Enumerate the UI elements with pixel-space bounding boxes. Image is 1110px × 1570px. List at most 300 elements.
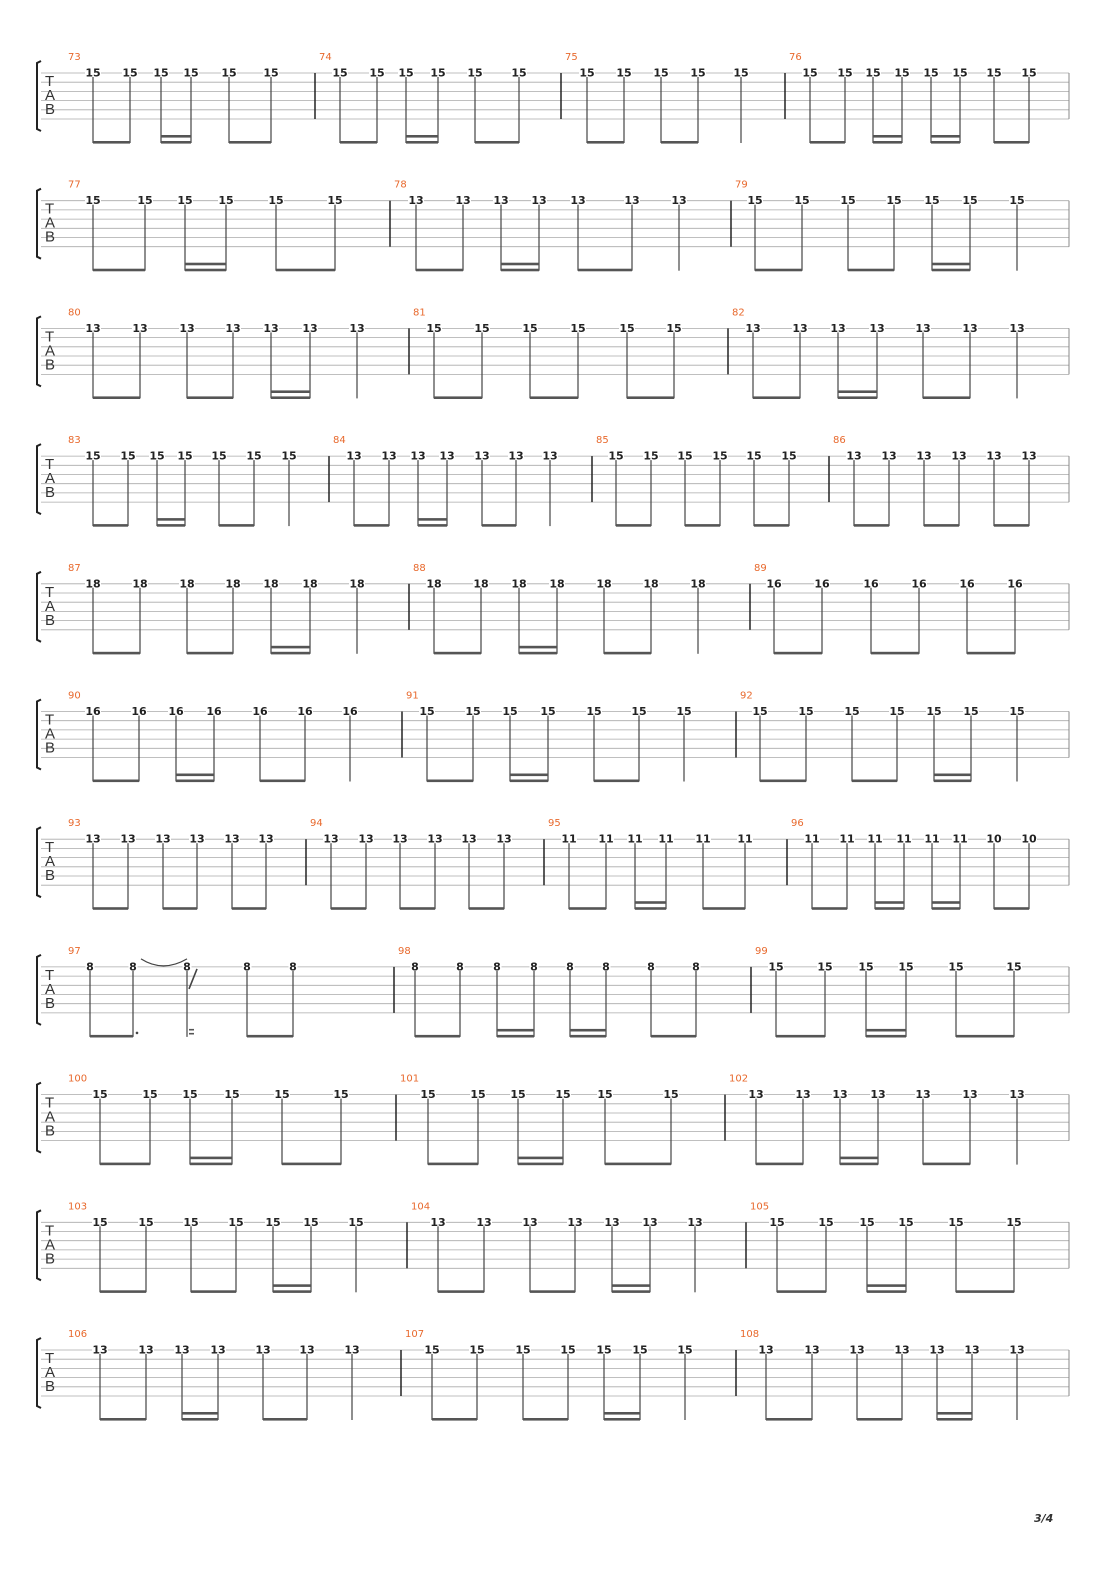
fret-number: 15 bbox=[677, 1343, 693, 1357]
fret-number: 18 bbox=[690, 577, 706, 591]
fret-number: 15 bbox=[211, 449, 227, 463]
beam bbox=[530, 1290, 575, 1293]
measure-number: 89 bbox=[754, 562, 767, 574]
fret-number: 11 bbox=[924, 832, 940, 846]
fret-number: 15 bbox=[274, 1088, 290, 1102]
measure-number: 97 bbox=[68, 945, 81, 957]
beam bbox=[271, 390, 310, 393]
fret-number: 15 bbox=[122, 66, 138, 80]
fret-number: 8 bbox=[289, 960, 297, 974]
beam bbox=[434, 652, 481, 655]
beam bbox=[282, 1163, 341, 1166]
fret-number: 13 bbox=[915, 321, 931, 335]
beam bbox=[418, 518, 447, 521]
beam bbox=[867, 1290, 906, 1293]
fret-number: 13 bbox=[323, 832, 339, 846]
fret-number: 15 bbox=[840, 194, 856, 208]
beam bbox=[501, 269, 539, 272]
beam bbox=[866, 1029, 906, 1032]
fret-number: 15 bbox=[430, 66, 446, 80]
beam bbox=[875, 901, 904, 904]
fret-number: 13 bbox=[344, 1343, 360, 1357]
fret-number: 15 bbox=[92, 1088, 108, 1102]
fret-number: 11 bbox=[598, 832, 614, 846]
fret-number: 8 bbox=[183, 960, 191, 974]
beam bbox=[219, 524, 254, 527]
fret-number: 11 bbox=[896, 832, 912, 846]
beam bbox=[93, 396, 140, 399]
fret-number: 18 bbox=[596, 577, 612, 591]
measure-number: 98 bbox=[398, 945, 411, 957]
fret-number: 13 bbox=[439, 449, 455, 463]
beam bbox=[587, 141, 624, 144]
beam bbox=[469, 907, 504, 910]
fret-number: 15 bbox=[889, 705, 905, 718]
beam bbox=[812, 907, 847, 910]
beam bbox=[190, 1163, 232, 1166]
beam bbox=[774, 652, 822, 655]
tab-clef-letter: B bbox=[45, 1250, 56, 1268]
measure-number: 73 bbox=[68, 52, 81, 63]
fret-number: 15 bbox=[332, 66, 348, 80]
fret-number: 15 bbox=[149, 449, 165, 463]
beam bbox=[766, 1418, 812, 1421]
fret-number: 13 bbox=[870, 1088, 886, 1102]
fret-number: 13 bbox=[1009, 1088, 1025, 1102]
beam bbox=[232, 907, 266, 910]
beam bbox=[956, 1035, 1014, 1038]
dot bbox=[136, 1032, 139, 1035]
beam bbox=[331, 907, 366, 910]
beam bbox=[854, 524, 889, 527]
beam bbox=[756, 1163, 803, 1166]
fret-number: 15 bbox=[948, 960, 964, 974]
fret-number: 13 bbox=[189, 832, 205, 846]
fret-number: 11 bbox=[627, 832, 643, 846]
fret-number: 15 bbox=[515, 1343, 531, 1357]
fret-number: 13 bbox=[474, 449, 490, 463]
fret-number: 13 bbox=[687, 1215, 703, 1229]
tab-clef-letter: A bbox=[45, 87, 56, 104]
fret-number: 15 bbox=[666, 321, 682, 335]
fret-number: 15 bbox=[579, 66, 595, 80]
system-bracket bbox=[37, 444, 41, 514]
beam bbox=[271, 396, 310, 399]
measure-number: 77 bbox=[68, 179, 81, 191]
fret-number: 8 bbox=[493, 960, 501, 974]
beam bbox=[260, 780, 305, 783]
fret-number: 13 bbox=[381, 449, 397, 463]
fret-number: 13 bbox=[624, 194, 640, 208]
tab-clef-letter: B bbox=[45, 101, 56, 118]
fret-number: 15 bbox=[268, 194, 284, 208]
fret-number: 18 bbox=[179, 577, 195, 591]
beam bbox=[967, 652, 1015, 655]
fret-number: 13 bbox=[951, 449, 967, 463]
fret-number: 15 bbox=[92, 1215, 108, 1229]
fret-number: 13 bbox=[642, 1215, 658, 1229]
fret-number: 13 bbox=[567, 1215, 583, 1229]
beam bbox=[271, 646, 310, 649]
fret-number: 13 bbox=[522, 1215, 538, 1229]
fret-number: 15 bbox=[676, 705, 692, 718]
beam bbox=[93, 141, 130, 144]
beam bbox=[873, 141, 902, 144]
beam bbox=[570, 1029, 606, 1032]
system-bracket bbox=[37, 572, 41, 642]
fret-number: 16 bbox=[814, 577, 830, 591]
fret-number: 15 bbox=[1009, 705, 1025, 718]
fret-number: 16 bbox=[911, 577, 927, 591]
fret-number: 15 bbox=[138, 1215, 154, 1229]
tab-clef-letter: T bbox=[45, 73, 55, 90]
beam bbox=[994, 907, 1029, 910]
fret-number: 8 bbox=[129, 960, 137, 974]
fret-number: 13 bbox=[1021, 449, 1037, 463]
tab-clef-letter: T bbox=[45, 1350, 55, 1367]
fret-number: 11 bbox=[839, 832, 855, 846]
tab-clef-letter: A bbox=[45, 853, 56, 871]
rest-beam bbox=[189, 1033, 194, 1035]
fret-number: 13 bbox=[964, 1343, 980, 1357]
fret-number: 8 bbox=[602, 960, 610, 974]
fret-number: 15 bbox=[183, 1215, 199, 1229]
beam bbox=[100, 1290, 146, 1293]
fret-number: 18 bbox=[132, 577, 148, 591]
fret-number: 16 bbox=[168, 705, 184, 718]
beam bbox=[176, 780, 214, 783]
tab-clef-letter: T bbox=[45, 1222, 55, 1240]
fret-number: 13 bbox=[962, 1088, 978, 1102]
fret-number: 15 bbox=[886, 194, 902, 208]
system-bracket bbox=[37, 61, 41, 131]
fret-number: 13 bbox=[869, 321, 885, 335]
beam bbox=[90, 1035, 133, 1038]
beam bbox=[273, 1284, 311, 1287]
fret-number: 15 bbox=[1006, 960, 1022, 974]
measure-number: 100 bbox=[68, 1073, 88, 1085]
fret-number: 8 bbox=[566, 960, 574, 974]
measure-number: 92 bbox=[740, 690, 753, 702]
tab-clef-letter: B bbox=[45, 1378, 56, 1395]
beam bbox=[578, 269, 632, 272]
beam bbox=[161, 141, 191, 144]
fret-number: 18 bbox=[263, 577, 279, 591]
beam bbox=[937, 1418, 972, 1421]
beam bbox=[604, 1418, 640, 1421]
fret-number: 13 bbox=[986, 449, 1002, 463]
measure-number: 91 bbox=[406, 690, 419, 702]
beam bbox=[612, 1290, 650, 1293]
beam bbox=[838, 390, 877, 393]
tab-clef-letter: A bbox=[45, 597, 56, 615]
beam bbox=[247, 1035, 293, 1038]
fret-number: 15 bbox=[747, 194, 763, 208]
fret-number: 15 bbox=[1009, 194, 1025, 208]
fret-number: 15 bbox=[926, 705, 942, 718]
fret-number: 11 bbox=[695, 832, 711, 846]
fret-number: 15 bbox=[608, 449, 624, 463]
fret-number: 15 bbox=[837, 66, 853, 80]
tab-clef-letter: A bbox=[45, 980, 56, 998]
beam bbox=[931, 135, 960, 138]
fret-number: 15 bbox=[586, 705, 602, 718]
fret-number: 15 bbox=[712, 449, 728, 463]
fret-number: 13 bbox=[224, 832, 240, 846]
fret-number: 11 bbox=[867, 832, 883, 846]
fret-number: 15 bbox=[218, 194, 234, 208]
fret-number: 15 bbox=[768, 960, 784, 974]
tab-clef-letter: B bbox=[45, 867, 56, 885]
beam bbox=[185, 269, 226, 272]
fret-number: 13 bbox=[792, 321, 808, 335]
fret-number: 15 bbox=[281, 449, 297, 463]
fret-number: 15 bbox=[794, 194, 810, 208]
fret-number: 13 bbox=[258, 832, 274, 846]
beam bbox=[432, 1418, 477, 1421]
beam bbox=[191, 1290, 236, 1293]
beam bbox=[100, 1163, 150, 1166]
beam bbox=[810, 141, 845, 144]
measure-number: 90 bbox=[68, 690, 81, 702]
beam bbox=[703, 907, 745, 910]
fret-number: 13 bbox=[849, 1343, 865, 1357]
fret-number: 18 bbox=[511, 577, 527, 591]
system-bracket bbox=[37, 827, 41, 897]
fret-number: 13 bbox=[85, 832, 101, 846]
beam bbox=[932, 263, 970, 266]
fret-number: 11 bbox=[658, 832, 674, 846]
fret-number: 16 bbox=[959, 577, 975, 591]
beam bbox=[937, 1412, 972, 1415]
fret-number: 13 bbox=[531, 194, 547, 208]
beam bbox=[661, 141, 698, 144]
fret-number: 15 bbox=[560, 1343, 576, 1357]
measure-number: 76 bbox=[789, 52, 802, 63]
measure-number: 80 bbox=[68, 307, 81, 319]
fret-number: 15 bbox=[948, 1215, 964, 1229]
fret-number: 13 bbox=[299, 1343, 315, 1357]
fret-number: 8 bbox=[411, 960, 419, 974]
measure-number: 93 bbox=[68, 818, 81, 830]
fret-number: 15 bbox=[781, 449, 797, 463]
fret-number: 13 bbox=[1009, 321, 1025, 335]
fret-number: 13 bbox=[604, 1215, 620, 1229]
fret-number: 11 bbox=[952, 832, 968, 846]
beam bbox=[871, 652, 919, 655]
fret-number: 8 bbox=[456, 960, 464, 974]
rest-beam bbox=[189, 1029, 194, 1031]
fret-number: 13 bbox=[155, 832, 171, 846]
beam bbox=[840, 1157, 878, 1160]
fret-number: 13 bbox=[174, 1343, 190, 1357]
fret-number: 15 bbox=[419, 705, 435, 718]
beam bbox=[93, 652, 140, 655]
measure-number: 106 bbox=[68, 1329, 88, 1340]
tab-clef-letter: T bbox=[45, 711, 55, 729]
beam bbox=[176, 774, 214, 777]
fret-number: 11 bbox=[804, 832, 820, 846]
tab-clef-letter: T bbox=[45, 456, 55, 474]
beam bbox=[190, 1157, 232, 1160]
tab-clef-letter: A bbox=[45, 1236, 56, 1254]
beam bbox=[612, 1284, 650, 1287]
beam bbox=[418, 524, 447, 527]
fret-number: 16 bbox=[131, 705, 147, 718]
measure-number: 94 bbox=[310, 818, 323, 830]
beam bbox=[519, 652, 557, 655]
beam bbox=[187, 396, 233, 399]
fret-number: 15 bbox=[246, 449, 262, 463]
beam bbox=[604, 652, 651, 655]
page-number: 3/4 bbox=[1034, 1512, 1054, 1525]
beam bbox=[406, 135, 438, 138]
fret-number: 8 bbox=[243, 960, 251, 974]
fret-number: 15 bbox=[653, 66, 669, 80]
fret-number: 13 bbox=[132, 321, 148, 335]
beam bbox=[187, 652, 233, 655]
measure-number: 86 bbox=[833, 435, 846, 447]
measure-number: 107 bbox=[405, 1329, 425, 1340]
fret-number: 15 bbox=[540, 705, 556, 718]
fret-number: 15 bbox=[228, 1215, 244, 1229]
measure-number: 88 bbox=[413, 562, 426, 574]
beam bbox=[354, 524, 389, 527]
fret-number: 11 bbox=[737, 832, 753, 846]
fret-number: 15 bbox=[663, 1088, 679, 1102]
fret-number: 13 bbox=[346, 449, 362, 463]
beam bbox=[161, 135, 191, 138]
fret-number: 16 bbox=[85, 705, 101, 718]
beam bbox=[923, 396, 970, 399]
fret-number: 13 bbox=[881, 449, 897, 463]
fret-number: 18 bbox=[473, 577, 489, 591]
fret-number: 15 bbox=[769, 1215, 785, 1229]
measure-number: 82 bbox=[732, 307, 745, 319]
beam bbox=[510, 774, 548, 777]
beam bbox=[163, 907, 197, 910]
fret-number: 15 bbox=[1021, 66, 1037, 80]
beam bbox=[497, 1029, 534, 1032]
beam bbox=[93, 524, 128, 527]
measure-number: 81 bbox=[413, 307, 426, 319]
beam bbox=[840, 1163, 878, 1166]
fret-number: 13 bbox=[461, 832, 477, 846]
fret-number: 16 bbox=[206, 705, 222, 718]
fret-number: 15 bbox=[898, 1215, 914, 1229]
fret-number: 15 bbox=[555, 1088, 571, 1102]
fret-number: 15 bbox=[221, 66, 237, 80]
fret-number: 13 bbox=[410, 449, 426, 463]
beam bbox=[931, 141, 960, 144]
tab-clef-letter: T bbox=[45, 839, 55, 857]
beam bbox=[273, 1290, 311, 1293]
beam bbox=[530, 396, 578, 399]
beam bbox=[93, 269, 145, 272]
beam bbox=[857, 1418, 902, 1421]
fret-number: 15 bbox=[597, 1088, 613, 1102]
fret-number: 15 bbox=[746, 449, 762, 463]
beam bbox=[523, 1418, 568, 1421]
tab-clef-letter: A bbox=[45, 342, 56, 360]
beam bbox=[182, 1412, 218, 1415]
fret-number: 15 bbox=[424, 1343, 440, 1357]
fret-number: 15 bbox=[120, 449, 136, 463]
tab-clef-letter: T bbox=[45, 966, 55, 984]
tab-clef-letter: B bbox=[45, 1122, 56, 1140]
fret-number: 15 bbox=[798, 705, 814, 718]
fret-number: 13 bbox=[302, 321, 318, 335]
beam bbox=[400, 907, 435, 910]
fret-number: 13 bbox=[832, 1088, 848, 1102]
fret-number: 15 bbox=[137, 194, 153, 208]
measure-number: 101 bbox=[400, 1073, 420, 1085]
fret-number: 15 bbox=[952, 66, 968, 80]
fret-number: 18 bbox=[349, 577, 365, 591]
fret-number: 16 bbox=[1007, 577, 1023, 591]
beam bbox=[276, 269, 335, 272]
beam bbox=[182, 1418, 218, 1421]
fret-number: 16 bbox=[252, 705, 268, 718]
fret-number: 15 bbox=[511, 66, 527, 80]
fret-number: 16 bbox=[766, 577, 782, 591]
beam bbox=[434, 396, 482, 399]
fret-number: 13 bbox=[85, 321, 101, 335]
fret-number: 15 bbox=[817, 960, 833, 974]
beam bbox=[753, 396, 800, 399]
beam bbox=[497, 1035, 534, 1038]
beam bbox=[934, 780, 971, 783]
fret-number: 18 bbox=[549, 577, 565, 591]
fret-number: 15 bbox=[924, 194, 940, 208]
measure-number: 95 bbox=[548, 818, 561, 830]
beam bbox=[605, 1163, 671, 1166]
fret-number: 15 bbox=[85, 449, 101, 463]
fret-number: 15 bbox=[85, 66, 101, 80]
measure-number: 75 bbox=[565, 52, 578, 63]
beam bbox=[635, 907, 666, 910]
beam bbox=[848, 269, 894, 272]
beam bbox=[934, 774, 971, 777]
beam bbox=[627, 396, 674, 399]
fret-number: 15 bbox=[894, 66, 910, 80]
fret-number: 18 bbox=[85, 577, 101, 591]
beam bbox=[755, 269, 802, 272]
measure-number: 74 bbox=[319, 52, 332, 63]
fret-number: 15 bbox=[619, 321, 635, 335]
measure-number: 79 bbox=[735, 179, 748, 191]
tab-clef-letter: B bbox=[45, 611, 56, 629]
fret-number: 15 bbox=[963, 705, 979, 718]
fret-number: 13 bbox=[358, 832, 374, 846]
fret-number: 15 bbox=[420, 1088, 436, 1102]
beam bbox=[510, 780, 548, 783]
beam bbox=[518, 1157, 563, 1160]
fret-number: 13 bbox=[795, 1088, 811, 1102]
fret-number: 15 bbox=[142, 1088, 158, 1102]
measure-number: 108 bbox=[740, 1329, 760, 1340]
fret-number: 13 bbox=[408, 194, 424, 208]
fret-number: 15 bbox=[265, 1215, 281, 1229]
system-bracket bbox=[37, 316, 41, 386]
fret-number: 13 bbox=[349, 321, 365, 335]
fret-number: 15 bbox=[690, 66, 706, 80]
fret-number: 15 bbox=[467, 66, 483, 80]
beam bbox=[501, 263, 539, 266]
fret-number: 13 bbox=[392, 832, 408, 846]
system-bracket bbox=[37, 1210, 41, 1280]
fret-number: 13 bbox=[508, 449, 524, 463]
